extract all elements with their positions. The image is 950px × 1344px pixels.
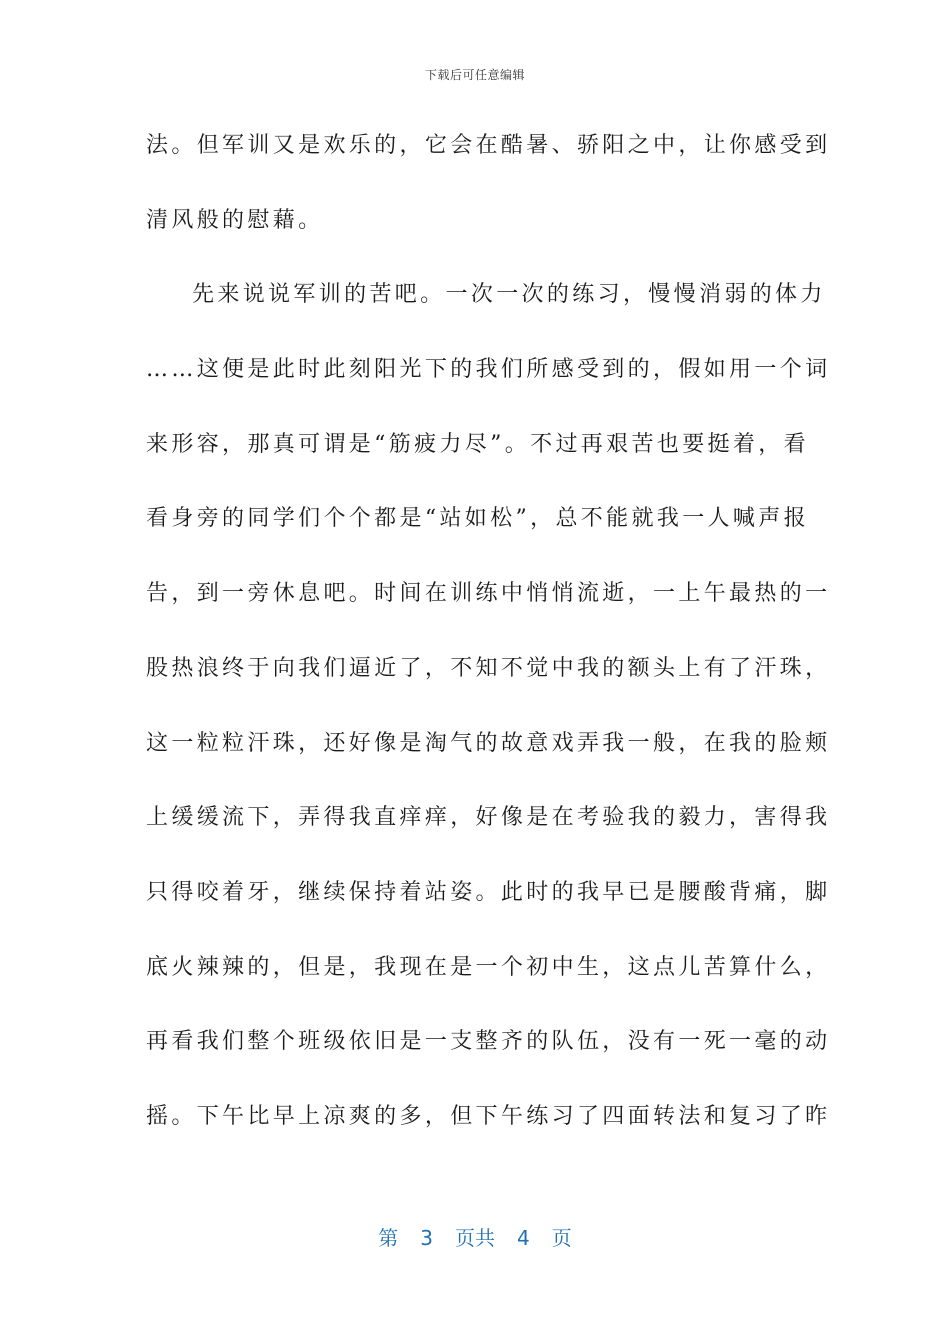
text-line: 法。但军训又是欢乐的，它会在酷暑、骄阳之中，让你感受到	[146, 133, 831, 158]
page-prefix: 第	[378, 1226, 399, 1250]
text-line: 告，到一旁休息吧。时间在训练中悄悄流逝，一上午最热的一	[146, 581, 831, 607]
page-number-footer	[0, 1222, 950, 1251]
text-line: 再看我们整个班级依旧是一支整齐的队伍，没有一死一毫的动	[146, 1029, 831, 1055]
text-line: 清风般的慰藉。	[146, 207, 324, 233]
text-line: 这一粒粒汗珠，还好像是淘气的故意戏弄我一般，在我的脸颊	[146, 730, 831, 756]
page-header-note: 下载后可任意编辑	[424, 68, 525, 82]
document-body	[146, 120, 831, 1166]
paragraph-start-line: 先来说说军训的苦吧。一次一次的练习，慢慢消弱的体力	[192, 282, 826, 308]
page-suffix: 页	[551, 1226, 572, 1250]
text-line: 底火辣辣的，但是，我现在是一个初中生，这点儿苦算什么，	[146, 954, 831, 980]
total-pages-number: 4	[517, 1226, 530, 1250]
current-page-number: 3	[420, 1226, 433, 1250]
text-line: 只得咬着牙，继续保持着站姿。此时的我早已是腰酸背痛，脚	[146, 879, 831, 905]
page-middle: 页共	[455, 1226, 495, 1250]
text-line: 看身旁的同学们个个都是“站如松”，总不能就我一人喊声报	[146, 506, 809, 532]
text-line: 股热浪终于向我们逼近了，不知不觉中我的额头上有了汗珠，	[146, 655, 831, 681]
text-line: 来形容，那真可谓是“筋疲力尽”。不过再艰苦也要挺着，看	[146, 431, 809, 457]
text-line: ……这便是此时此刻阳光下的我们所感受到的，假如用一个词	[146, 357, 831, 383]
text-line: 上缓缓流下，弄得我直痒痒，好像是在考验我的毅力，害得我	[146, 805, 831, 831]
text-line: 摇。下午比早上凉爽的多，但下午练习了四面转法和复习了昨	[146, 1103, 831, 1129]
